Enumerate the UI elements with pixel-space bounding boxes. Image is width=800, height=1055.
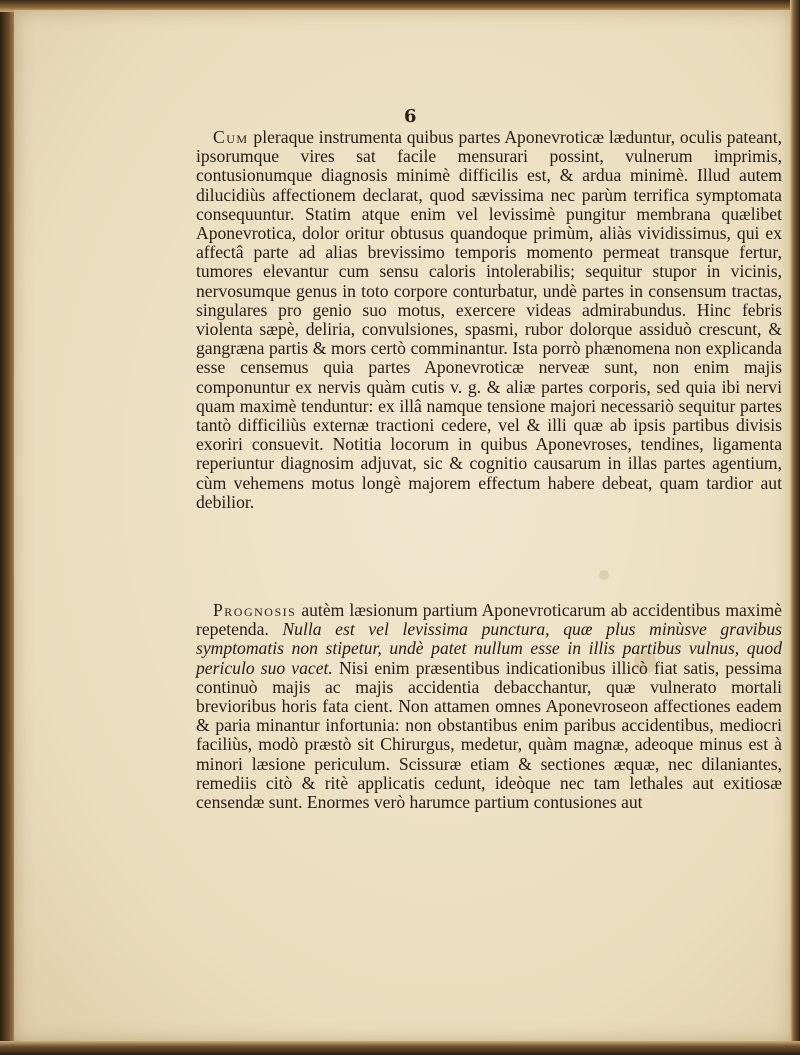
paragraph-lead-word: Prognosis [213,600,297,620]
paragraph-prognosis [196,601,782,812]
paragraph-text: Nisi enim præsentibus indicationibus illicò fiat satis, pessima continuò majis ac majis accidentia debacchantur, quæ vulnerato mortali brevioribus horis fata cient. Non attamen omnes Aponevroseon affectiones eadem & paria minantur infortunia: non obstantibus enim paribus accidentibus, mediocri faciliùs, modò præstò sit Chirurgus, medetur, quàm magnæ, adeoque minus est à minori læsione periculum. Scissuræ etiam & sectiones æquæ, nec dilaniantes, remediis citò & ritè applicatis cedunt, ideòque nec tam lethales aut exitiosæ censendæ sunt. Enormes verò harumce partium contusiones aut [196,657,782,813]
paper-stain [599,570,609,580]
paragraph-diagnosis [196,128,782,512]
paragraph-body [196,601,782,812]
right-edge-shadow [790,0,800,1055]
paragraph-text: pleraque instrumenta quibus partes Aponevroticæ læduntur, oculis pateant, ipsorumque vires sat facile mensurari possint, vulnerum imprimis, contusionumque diagnosis minimè difficilis est, & ardua minimè. Illud autem dilucidiùs affectionem declarat, quod sævissima nec parùm terrifica symptomata consequuntur. Statim atque enim vel levissimè pungitur membrana quælibet Aponevrotica, dolor oritur obtusus quandoque primùm, aliàs vividissimus, qui ex affectâ parte ad alias brevissimo temporis momento permeat transque fertur, tumores elevantur cum sensu caloris intolerabilis; sequitur stupor in vicinis, nervosumque genus in toto corpore conturbatur, undè partes in consensum tractas, singulares pro genio suo motus, exercere videas admirabundus. Hinc febris violenta sæpè, deliria, convulsiones, spasmi, rubor dolorque assiduò crescunt, & gangræna partis & mors certò comminantur. Ista porrò phænomena non explicanda esse censemus quia partes Aponevroticæ nerveæ sunt, non enim majis componuntur ex nervis quàm cutis v. g. & aliæ partes corporis, sed quia ibi nervi quam maximè tenduntur: ex illâ namque tensione majori necessariò sequitur partes tantò difficiliùs externæ tractioni cedere, vel & illi quæ ab ipsis partibus divisis exoriri consuevit. Notitia locorum in quibus Aponevroses, tendines, ligamenta reperiuntur diagnosim adjuvat, sic & cognitio causarum in illas partes agentium, cùm vehemens motus longè majorem effectum habere debeat, quam tardior aut debilior. [196,127,782,512]
bottom-edge-shadow [0,1041,800,1055]
page-number: 6 [404,106,417,127]
paragraph-lead-word: Cum [213,127,249,147]
paragraph-text: autèm læsionum partium Aponevroticarum ab accidentibus maximè repetenda. [196,600,782,640]
paragraph-body [196,128,782,512]
paragraph-italic-text: Nulla est vel levissima punctura, quæ plus minùsve gravibus symptomatis non stipetur, undè patet nullum esse in illis partibus vulnus, quod periculo suo vacet. [196,619,783,678]
